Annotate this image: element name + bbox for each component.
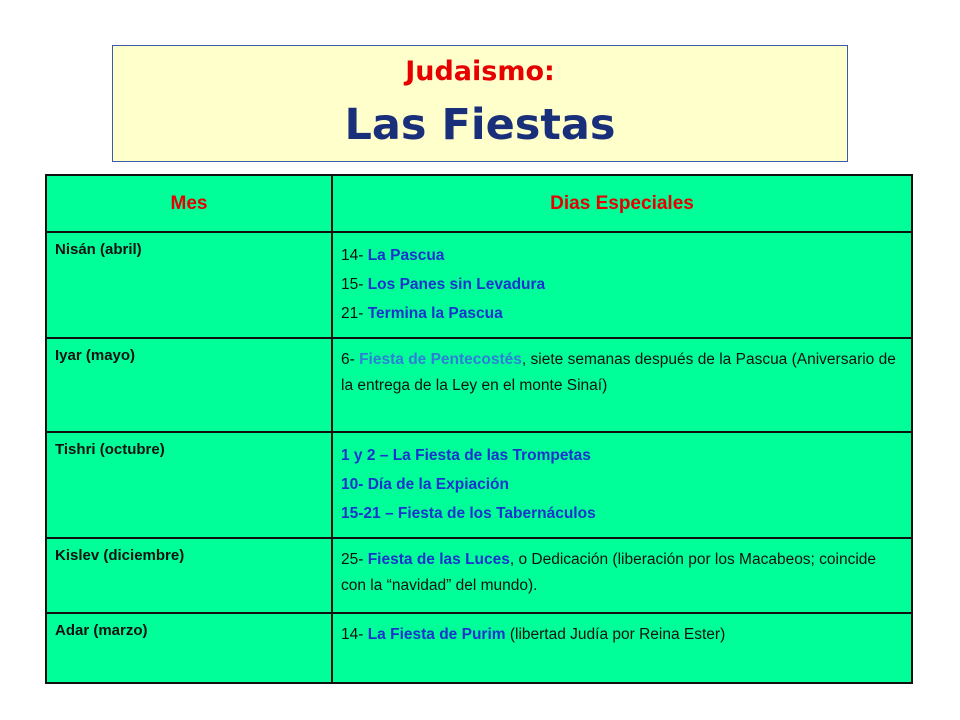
month-cell: Iyar (mayo) xyxy=(46,338,332,432)
day-line xyxy=(341,270,903,299)
table-row xyxy=(46,538,912,613)
festival-description: , siete semanas después de la Pascua (Aniversario de la entrega de la Ley en el monte Sinaí) xyxy=(341,351,896,394)
table-header-row xyxy=(46,175,912,232)
header-mes: Mes xyxy=(46,175,332,232)
festival-name: La Pascua xyxy=(367,247,445,264)
festival-name: Termina la Pascua xyxy=(367,305,503,322)
title-subtitle: Judaismo: xyxy=(405,56,555,87)
day-number: 14- xyxy=(341,247,368,264)
day-number: 6- xyxy=(341,351,360,368)
festival-line: 15-21 – Fiesta de los Tabernáculos xyxy=(341,505,596,522)
festival-description: , o Dedicación (liberación por los Macabeos; coincide con la “navidad” del mundo). xyxy=(341,551,877,594)
festivals-table xyxy=(45,174,913,684)
month-cell: Tishri (octubre) xyxy=(46,432,332,538)
day-line xyxy=(341,299,903,328)
days-cell xyxy=(332,613,912,683)
days-cell xyxy=(332,432,912,538)
month-cell: Adar (marzo) xyxy=(46,613,332,683)
table-row xyxy=(46,232,912,338)
table-row xyxy=(46,338,912,432)
page-title: Las Fiestas xyxy=(344,100,616,150)
festival-name: Fiesta de Pentecostés xyxy=(359,351,522,368)
days-cell xyxy=(332,232,912,338)
month-cell: Nisán (abril) xyxy=(46,232,332,338)
header-dias: Dias Especiales xyxy=(332,175,912,232)
days-cell xyxy=(332,538,912,613)
festival-line: 1 y 2 – La Fiesta de las Trompetas xyxy=(341,447,591,464)
days-cell xyxy=(332,338,912,432)
table-row xyxy=(46,613,912,683)
table-row xyxy=(46,432,912,538)
festival-line: 10- Día de la Expiación xyxy=(341,476,509,493)
title-box xyxy=(112,45,848,162)
festival-name: La Fiesta de Purim xyxy=(367,626,506,643)
day-number: 14- xyxy=(341,626,368,643)
festival-name: Fiesta de las Luces xyxy=(367,551,510,568)
festival-name: Los Panes sin Levadura xyxy=(367,276,546,293)
day-number: 21- xyxy=(341,305,368,322)
day-number: 25- xyxy=(341,551,368,568)
festival-description: (libertad Judía por Reina Ester) xyxy=(505,626,726,643)
day-number: 15- xyxy=(341,276,368,293)
day-line xyxy=(341,241,903,270)
month-cell: Kislev (diciembre) xyxy=(46,538,332,613)
